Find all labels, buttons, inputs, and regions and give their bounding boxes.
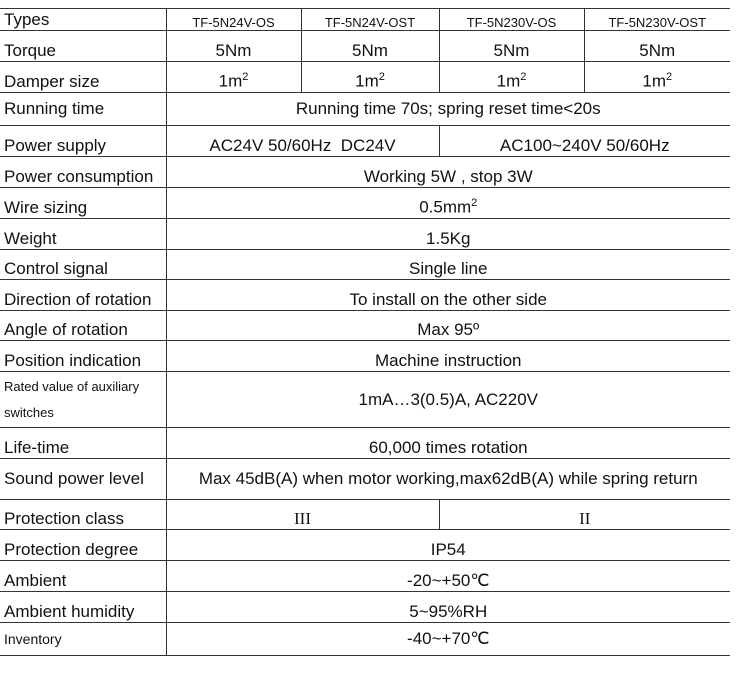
power-consumption-value: Working 5W , stop 3W: [166, 157, 730, 188]
model-2: TF-5N24V-OST: [301, 9, 439, 31]
label-control-signal: Control signal: [0, 250, 166, 280]
damper-size-value-4: [584, 62, 730, 93]
damper-unit: 1m: [496, 72, 521, 91]
row-position: [0, 341, 730, 372]
damper-sup: 2: [242, 71, 249, 84]
angle-value: Max 95º: [166, 311, 730, 341]
label-aux-line1: Rated value of auxiliary: [4, 378, 140, 394]
row-damper-size: [0, 62, 730, 93]
row-aux-switches: [0, 372, 730, 428]
protection-class-high: II: [439, 500, 730, 530]
torque-value-1: 5Nm: [166, 31, 301, 62]
model-1: TF-5N24V-OS: [166, 9, 301, 31]
row-protection-degree: [0, 530, 730, 561]
label-power-consumption: Power consumption: [0, 157, 166, 188]
label-life-time: Life-time: [0, 428, 166, 459]
label-sound: Sound power level: [0, 459, 166, 500]
label-torque: Torque: [0, 31, 166, 62]
row-wire-sizing: [0, 188, 730, 219]
direction-value: To install on the other side: [166, 280, 730, 311]
row-power-consumption: [0, 157, 730, 188]
label-direction: Direction of rotation: [0, 280, 166, 311]
torque-value-2: 5Nm: [301, 31, 439, 62]
row-direction: [0, 280, 730, 311]
label-wire-sizing: Wire sizing: [0, 188, 166, 219]
spec-table: [0, 8, 730, 656]
label-humidity: Ambient humidity: [0, 592, 166, 623]
inventory-value: -40~+70℃: [166, 623, 730, 656]
label-position: Position indication: [0, 341, 166, 372]
protection-class-low: III: [166, 500, 439, 530]
row-protection-class: [0, 500, 730, 530]
torque-value-3: 5Nm: [439, 31, 584, 62]
control-signal-value: Single line: [166, 250, 730, 280]
row-running-time: [0, 93, 730, 126]
model-3: TF-5N230V-OS: [439, 9, 584, 31]
damper-size-value-1: [166, 62, 301, 93]
row-inventory: [0, 623, 730, 656]
row-torque: [0, 31, 730, 62]
wire-sizing-value: [166, 188, 730, 219]
life-time-value: 60,000 times rotation: [166, 428, 730, 459]
damper-size-value-2: [301, 62, 439, 93]
protection-degree-value: IP54: [166, 530, 730, 561]
weight-value: 1.5Kg: [166, 219, 730, 250]
label-protection-class: Protection class: [0, 500, 166, 530]
row-power-supply: [0, 126, 730, 157]
label-angle: Angle of rotation: [0, 311, 166, 341]
power-supply-low: AC24V 50/60Hz DC24V: [166, 126, 439, 157]
running-time-value: Running time 70s; spring reset time<20s: [166, 93, 730, 126]
label-types: Types: [0, 9, 166, 31]
label-aux-line2: switches: [4, 404, 54, 420]
damper-sup: 2: [666, 71, 673, 84]
row-angle: [0, 311, 730, 341]
row-sound: [0, 459, 730, 500]
wire-sizing-sup: 2: [471, 197, 478, 210]
position-value: Machine instruction: [166, 341, 730, 372]
row-types: [0, 9, 730, 31]
ambient-value: -20~+50℃: [166, 561, 730, 592]
label-weight: Weight: [0, 219, 166, 250]
label-inventory: Inventory: [0, 623, 166, 656]
model-4: TF-5N230V-OST: [584, 9, 730, 31]
label-damper-size: Damper size: [0, 62, 166, 93]
torque-value-4: 5Nm: [584, 31, 730, 62]
damper-unit: 1m: [642, 72, 666, 91]
power-supply-high: AC100~240V 50/60Hz: [439, 126, 730, 157]
label-running-time: Running time: [0, 93, 166, 126]
sound-value: Max 45dB(A) when motor working,max62dB(A) while spring return: [166, 459, 730, 500]
row-life-time: [0, 428, 730, 459]
damper-sup: 2: [520, 71, 527, 84]
row-control-signal: [0, 250, 730, 280]
label-power-supply: Power supply: [0, 126, 166, 157]
label-aux-switches: [0, 372, 166, 428]
aux-switches-value: 1mA…3(0.5)A, AC220V: [166, 372, 730, 428]
damper-unit: 1m: [355, 72, 379, 91]
label-protection-degree: Protection degree: [0, 530, 166, 561]
damper-unit: 1m: [218, 72, 243, 91]
damper-sup: 2: [378, 71, 385, 84]
row-weight: [0, 219, 730, 250]
damper-size-value-3: [439, 62, 584, 93]
wire-sizing-text: 0.5mm: [419, 198, 472, 217]
row-ambient: [0, 561, 730, 592]
row-humidity: [0, 592, 730, 623]
humidity-value: 5~95%RH: [166, 592, 730, 623]
label-ambient: Ambient: [0, 561, 166, 592]
